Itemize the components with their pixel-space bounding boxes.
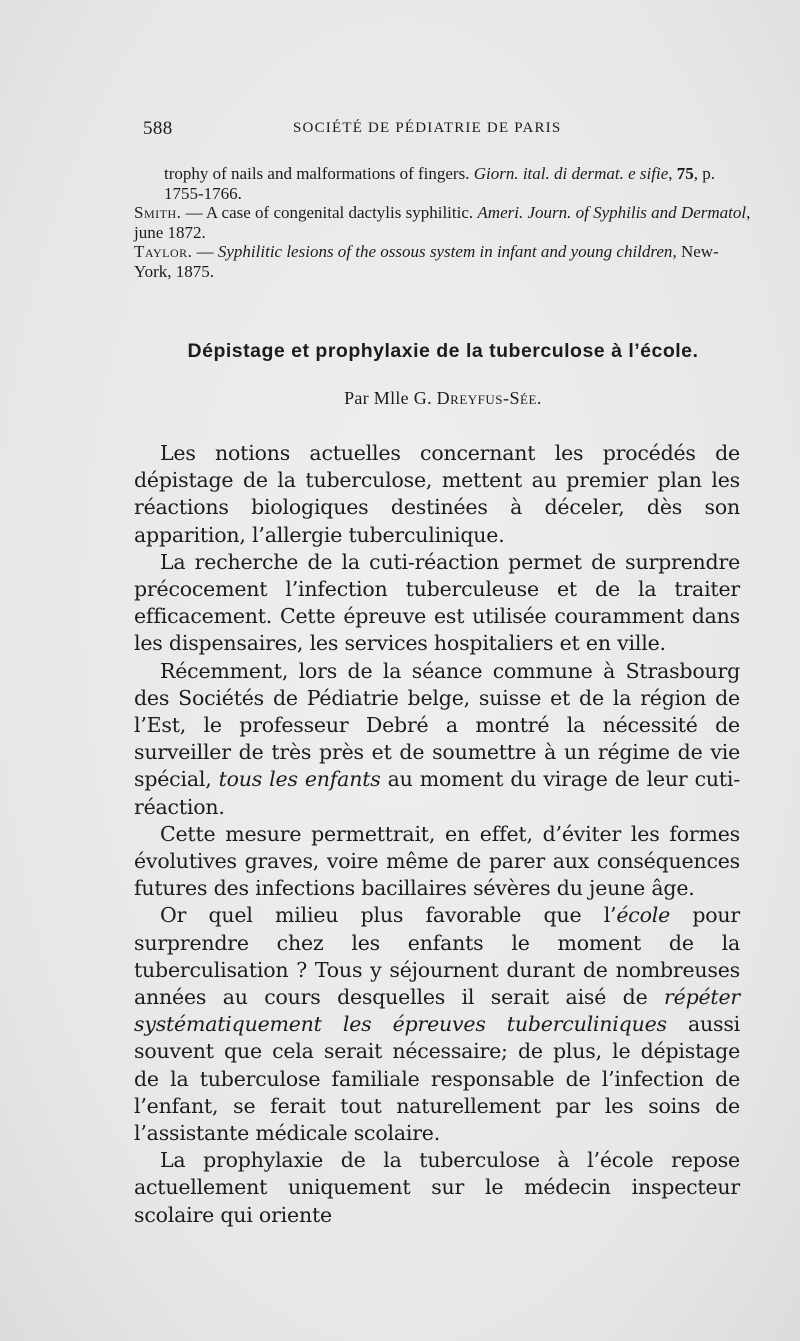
paragraph-1: Les notions actuelles concernant les procédés de dépistage de la tuberculose, mettent au premier plan les réactions biologiques destinées à déceler, dès son apparition, l’allergie tuberculinique.	[134, 441, 740, 547]
reference-continuation	[134, 164, 752, 203]
paragraph-text: Or quel milieu plus favorable que l’	[160, 903, 617, 928]
reference-separator: —	[192, 242, 218, 261]
article-byline	[134, 388, 752, 409]
reference-taylor	[134, 242, 752, 281]
paragraph-3	[134, 658, 740, 821]
reference-smith	[134, 203, 752, 242]
emphasis: tous les enfants	[218, 767, 381, 792]
reference-date: , june 1872.	[134, 203, 751, 242]
article-title: Dépistage et prophylaxie de la tuberculose à l’école.	[187, 340, 699, 362]
reference-text: — A case of congenital dactylis syphilitic.	[181, 203, 478, 222]
running-title: SOCIÉTÉ DE PÉDIATRIE DE PARIS	[293, 120, 562, 136]
reference-author: Smith.	[134, 203, 182, 222]
reference-journal: Ameri. Journ. of Syphilis and Dermatol	[477, 203, 747, 222]
reference-volume: 75	[676, 164, 694, 183]
reference-title: Syphilitic lesions of the ossous system in infant and young children	[217, 242, 673, 261]
reference-pages: , p. 1755-1766.	[164, 164, 716, 203]
paragraph-text: pour surprendre chez les enfants le moment de la tuberculisation ? Tous y séjournent durant de nombreuses années au cours desquelles il serait aisé de	[134, 903, 740, 1010]
byline-prefix: Par Mlle G.	[344, 388, 437, 408]
emphasis: école	[616, 903, 671, 928]
paragraph-text: au moment du virage de leur cuti-réaction.	[134, 767, 741, 819]
emphasis: répéter systématiquement les épreuves tuberculiniques	[134, 985, 740, 1037]
reference-author: Taylor.	[134, 242, 193, 261]
article-body	[134, 440, 740, 1229]
paragraph-text: aussi souvent que cela serait nécessaire; de plus, le dépistage de la tuberculose familiale responsable de l’infection de l’enfant, se ferait tout naturellement par les soins de l’assistante médicale scolaire.	[134, 1012, 740, 1146]
reference-text: trophy of nails and malformations of fingers.	[164, 164, 474, 183]
paragraph-text: Récemment, lors de la séance commune à Strasbourg des Sociétés de Pédiatrie belge, suisse et de la région de l’Est, le professeur Debré a montré la nécessité de surveiller de très près et de soumettre à un régime de vie spécial,	[134, 658, 740, 792]
reference-place-year: , New-York, 1875.	[134, 242, 719, 281]
reference-journal: Giorn. ital. di dermat. e sifie	[473, 164, 669, 183]
paragraph-2: La recherche de la cuti-réaction permet de surprendre précocement l’infection tuberculeuse et de la traiter efficacement. Cette épreuve est utilisée couramment dans les dispensaires, les services hospitaliers et en ville.	[134, 549, 740, 656]
byline-author: Dreyfus-Sée.	[436, 388, 542, 408]
page-number: 588	[143, 118, 173, 139]
paragraph-4: Cette mesure permettrait, en effet, d’éviter les formes évolutives graves, voire même de parer aux conséquences futures des infections bacillaires sévères du jeune âge.	[134, 821, 740, 901]
references	[134, 164, 752, 281]
paragraph-5	[134, 902, 740, 1147]
paragraph-6: La prophylaxie de la tuberculose à l’école repose actuellement uniquement sur le médecin inspecteur scolaire qui oriente	[134, 1148, 740, 1227]
reference-separator: ,	[668, 164, 677, 183]
